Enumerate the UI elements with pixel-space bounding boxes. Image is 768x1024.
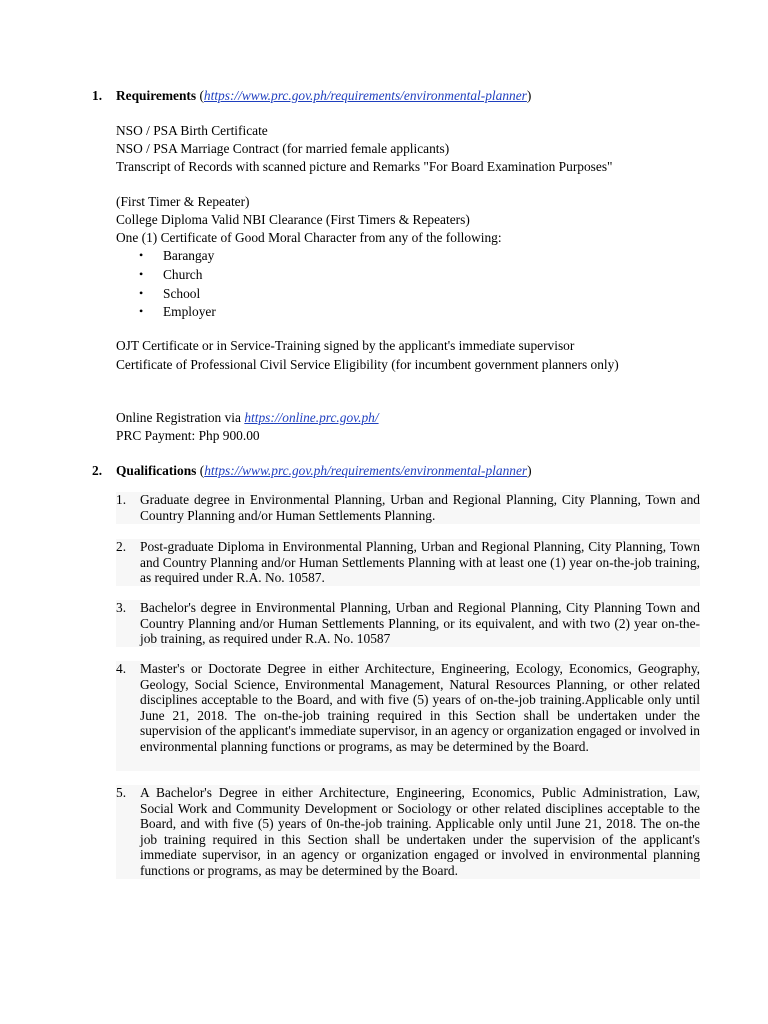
online-registration-link[interactable]: https://online.prc.gov.ph/ [244, 410, 379, 425]
bullet-item: School [163, 286, 201, 301]
prc-payment: PRC Payment: Php 900.00 [116, 428, 260, 443]
section-2-heading [116, 463, 532, 479]
requirement-line: Certificate of Professional Civil Service Eligibility (for incumbent government planners only) [116, 357, 619, 372]
section-1-title: Requirements [116, 88, 197, 103]
section-2-link-close: ) [527, 463, 532, 478]
qualification-item [116, 600, 700, 647]
requirement-line: NSO / PSA Marriage Contract (for married female applicants) [116, 141, 450, 156]
qualification-number: 3. [116, 600, 127, 615]
bullet-item: Employer [163, 304, 216, 319]
bullet-dot: • [139, 286, 144, 300]
qualification-number: 1. [116, 492, 127, 507]
qualification-text: Bachelor's degree in Environmental Planning, Urban and Regional Planning, City Planning Town and Country Planning and/or Human Settlements Planning, or its equivalent, and with two (2) year on-the-job training, as required under R.A. No. 10587 [140, 600, 700, 647]
bullet-dot: • [139, 267, 144, 281]
qualification-item [116, 785, 700, 879]
section-1-link-open: ( [199, 88, 204, 103]
requirement-line: OJT Certificate or in Service-Training signed by the applicant's immediate supervisor [116, 338, 575, 353]
qualification-number: 4. [116, 661, 127, 676]
qualification-item [116, 661, 700, 771]
qualification-number: 2. [116, 539, 127, 554]
qualification-text: A Bachelor's Degree in either Architecture, Engineering, Economics, Public Administration, Law, Social Work and Community Development or Sociology or other related disciplines acceptable to the Board, and with five (5) years of 0n-the-job training. Applicable only until June 21, 2018. The on-the job training required in this Section shall be undertaken under the supervision of the applicant's immediate supervisor, in an agency or organization engaged or involved in environmental planning functions or programs, as may be determined by the Board. [140, 785, 700, 878]
qualification-number: 5. [116, 785, 127, 800]
bullet-item: Barangay [163, 248, 215, 263]
section-1-number: 1. [92, 88, 103, 103]
section-1-heading [116, 88, 531, 104]
requirement-line: One (1) Certificate of Good Moral Character from any of the following: [116, 230, 502, 245]
qualification-text: Post-graduate Diploma in Environmental Planning, Urban and Regional Planning, City Planning, Town and Country Planning and/or Human Settlements Planning with at least one (1) year on-the-job training, as required under R.A. No. 10587. [140, 539, 700, 586]
section-2-link-open: ( [199, 463, 205, 478]
online-registration-line [116, 410, 379, 426]
online-registration-label: Online Registration via [116, 410, 245, 425]
requirement-line: (First Timer & Repeater) [116, 194, 250, 209]
section-1-requirements-link[interactable]: https://www.prc.gov.ph/requirements/environmental-planner [203, 88, 527, 103]
bullet-dot: • [139, 248, 144, 262]
section-1-link-close: ) [526, 88, 532, 103]
qualification-text: Master's or Doctorate Degree in either Architecture, Engineering, Ecology, Economics, Geography, Geology, Social Science, Environmental Management, Natural Resources Planning, or other related disciplines acceptable to the Board, and with five (5) years of on-the-job training.Applicable only until June 21, 2018. The on-the-job training required in this Section shall be undertaken under the supervision of the applicant's immediate supervisor, in an agency or organization engaged or involved in environmental planning functions or programs, as may be determined by the Board. [140, 661, 700, 754]
section-2-number: 2. [92, 463, 103, 478]
requirement-line: Transcript of Records with scanned picture and Remarks "For Board Examination Purposes" [116, 159, 613, 174]
section-2-title: Qualifications [116, 463, 197, 478]
bullet-dot: • [139, 304, 144, 318]
qualification-item [116, 539, 700, 586]
qualification-item [116, 492, 700, 524]
requirement-line: NSO / PSA Birth Certificate [116, 123, 268, 138]
bullet-item: Church [163, 267, 203, 282]
qualification-text: Graduate degree in Environmental Planning, Urban and Regional Planning, City Planning, Town and Country Planning and/or Human Settlements Planning. [140, 492, 700, 523]
requirement-line: College Diploma Valid NBI Clearance (First Timers & Repeaters) [116, 212, 470, 227]
section-2-qualifications-link[interactable]: https://www.prc.gov.ph/requirements/environmental-planner [204, 463, 528, 478]
